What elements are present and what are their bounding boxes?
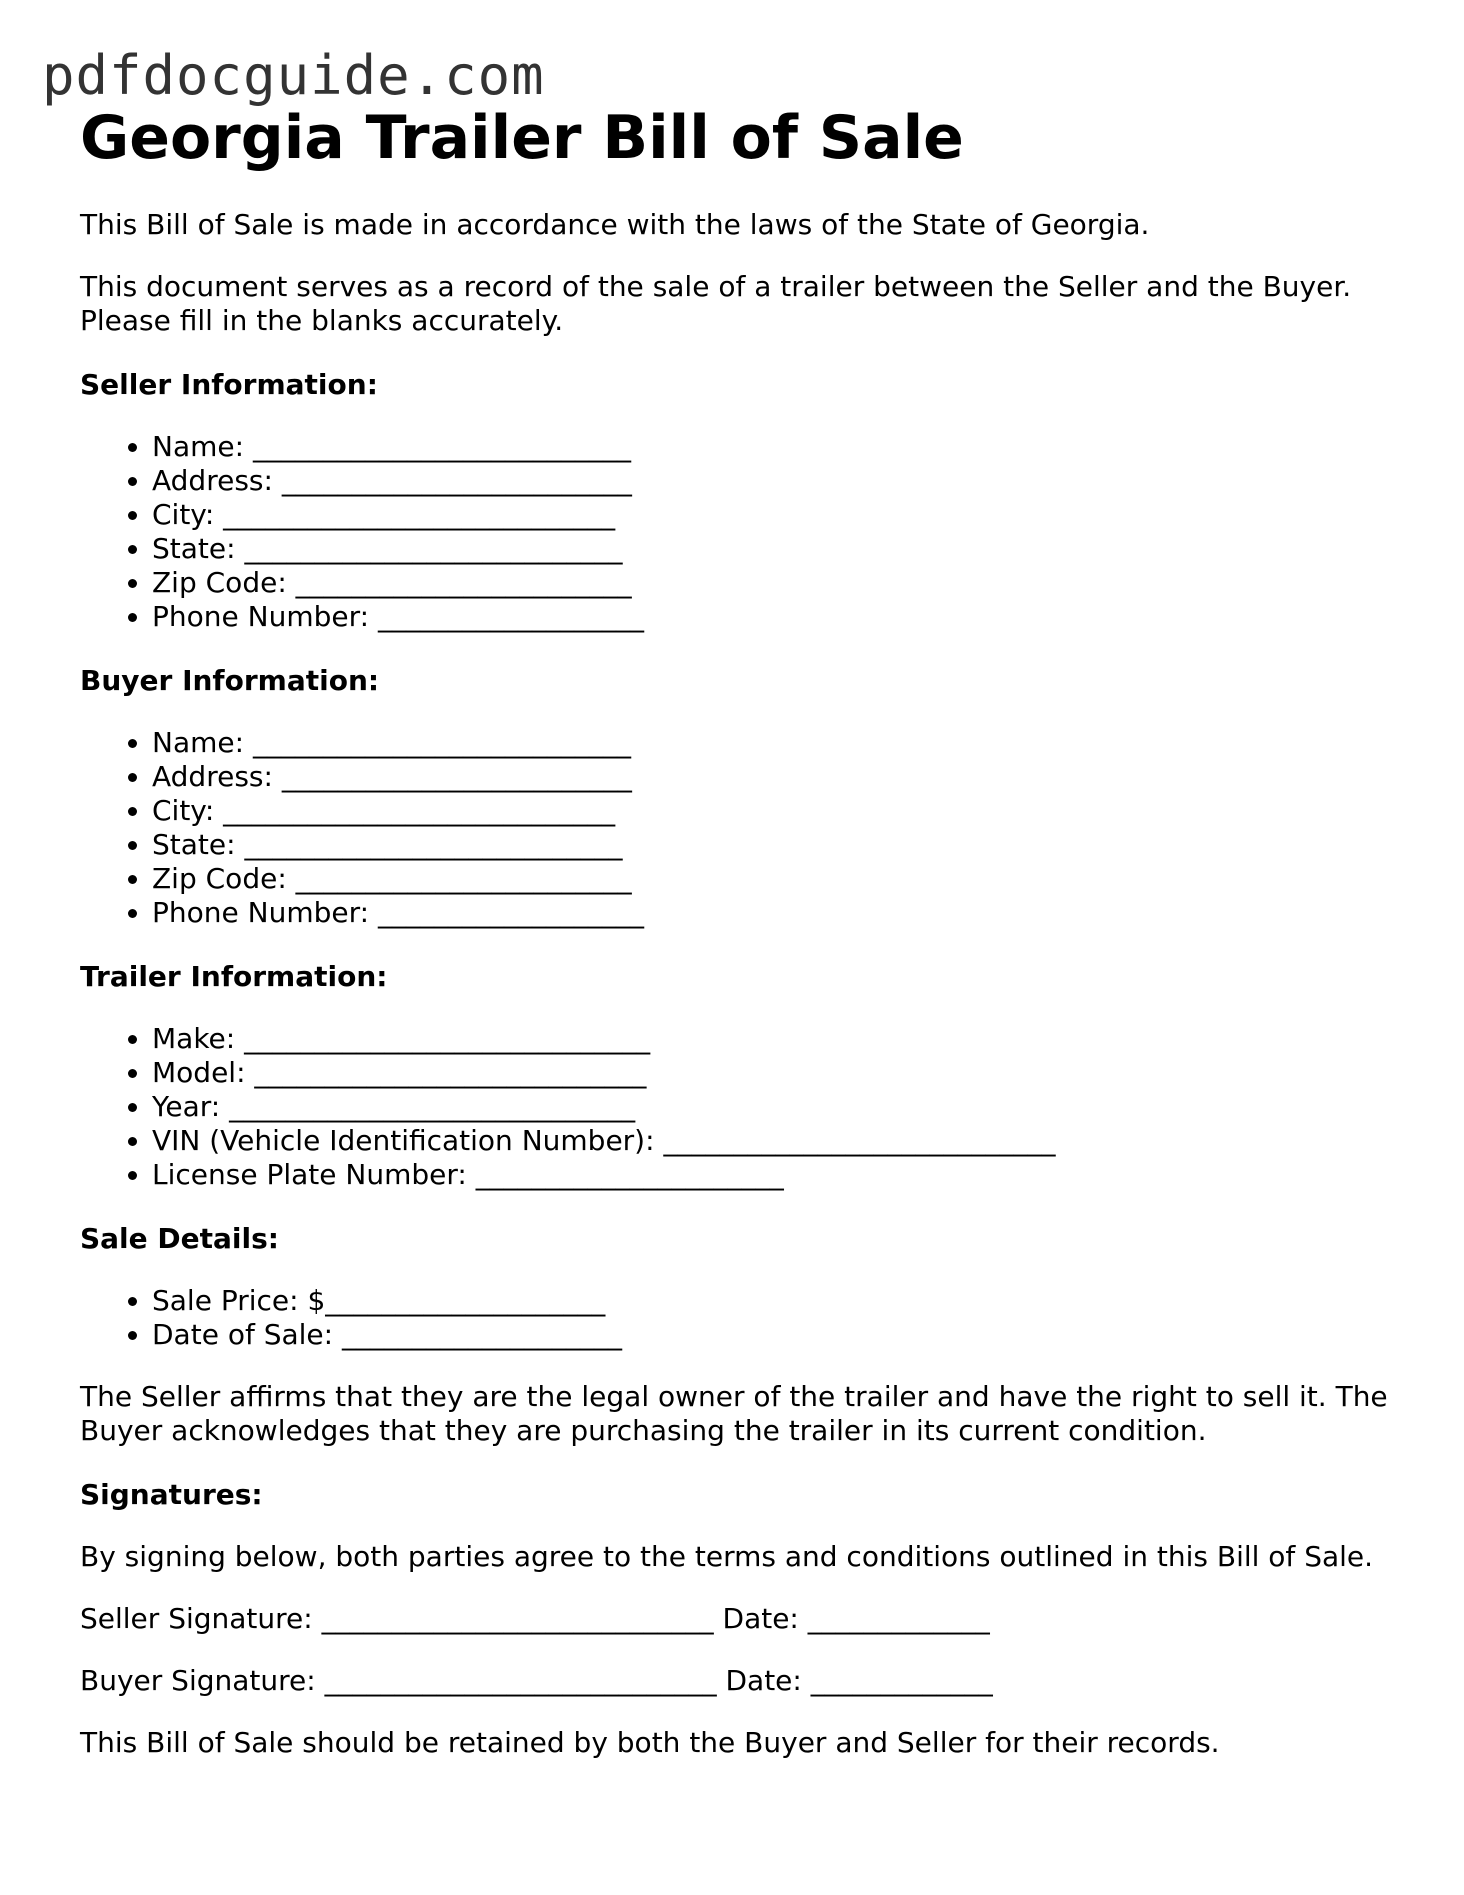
seller-phone-field[interactable]: • Phone Number: ___________________ — [152, 600, 1400, 634]
buyer-state-field[interactable]: • State: ___________________________ — [152, 828, 1400, 862]
retain-note: This Bill of Sale should be retained by both the Buyer and Seller for their records. — [80, 1726, 1220, 1759]
buyer-phone-field[interactable]: • Phone Number: ___________________ — [152, 896, 1400, 930]
buyer-name-field[interactable]: • Name: ___________________________ — [152, 726, 1400, 760]
seller-signature-line[interactable]: Seller Signature: ____________________________ Date: _____________ — [80, 1602, 990, 1635]
trailer-fields-list — [80, 1022, 1400, 1192]
seller-heading: Seller Information: — [80, 368, 378, 401]
sale-fields-list — [80, 1284, 1400, 1352]
watermark: pdfdocguide.com — [42, 44, 545, 107]
buyer-fields-list — [80, 726, 1400, 930]
sale-heading: Sale Details: — [80, 1222, 279, 1255]
trailer-vin-field[interactable]: • VIN (Vehicle Identification Number): ____________________________ — [152, 1124, 1400, 1158]
signatures-intro: By signing below, both parties agree to the terms and conditions outlined in this Bill of Sale. — [80, 1540, 1374, 1573]
page-title: Georgia Trailer Bill of Sale — [80, 103, 964, 173]
seller-name-field[interactable]: • Name: ___________________________ — [152, 430, 1400, 464]
affirmation-paragraph: The Seller affirms that they are the legal owner of the trailer and have the right to sell it. The Buyer acknowledges that they are purchasing the trailer in its current condition. — [80, 1380, 1388, 1447]
buyer-zip-field[interactable]: • Zip Code: ________________________ — [152, 862, 1400, 896]
buyer-city-field[interactable]: • City: ____________________________ — [152, 794, 1400, 828]
seller-zip-field[interactable]: • Zip Code: ________________________ — [152, 566, 1400, 600]
signatures-heading: Signatures: — [80, 1478, 263, 1511]
intro-paragraph-2: This document serves as a record of the sale of a trailer between the Seller and the Buyer. Please fill in the blanks accurately. — [80, 270, 1352, 337]
trailer-plate-field[interactable]: • License Plate Number: ______________________ — [152, 1158, 1400, 1192]
buyer-address-field[interactable]: • Address: _________________________ — [152, 760, 1400, 794]
trailer-model-field[interactable]: • Model: ____________________________ — [152, 1056, 1400, 1090]
buyer-signature-line[interactable]: Buyer Signature: ____________________________ Date: _____________ — [80, 1664, 993, 1697]
sale-date-field[interactable]: • Date of Sale: ____________________ — [152, 1318, 1400, 1352]
seller-city-field[interactable]: • City: ____________________________ — [152, 498, 1400, 532]
seller-address-field[interactable]: • Address: _________________________ — [152, 464, 1400, 498]
intro-paragraph-1: This Bill of Sale is made in accordance with the laws of the State of Georgia. — [80, 208, 1150, 241]
trailer-heading: Trailer Information: — [80, 960, 388, 993]
seller-state-field[interactable]: • State: ___________________________ — [152, 532, 1400, 566]
document — [80, 102, 1400, 1760]
trailer-year-field[interactable]: • Year: _____________________________ — [152, 1090, 1400, 1124]
buyer-heading: Buyer Information: — [80, 664, 380, 697]
sale-price-field[interactable]: • Sale Price: $____________________ — [152, 1284, 1400, 1318]
seller-fields-list — [80, 430, 1400, 634]
trailer-make-field[interactable]: • Make: _____________________________ — [152, 1022, 1400, 1056]
